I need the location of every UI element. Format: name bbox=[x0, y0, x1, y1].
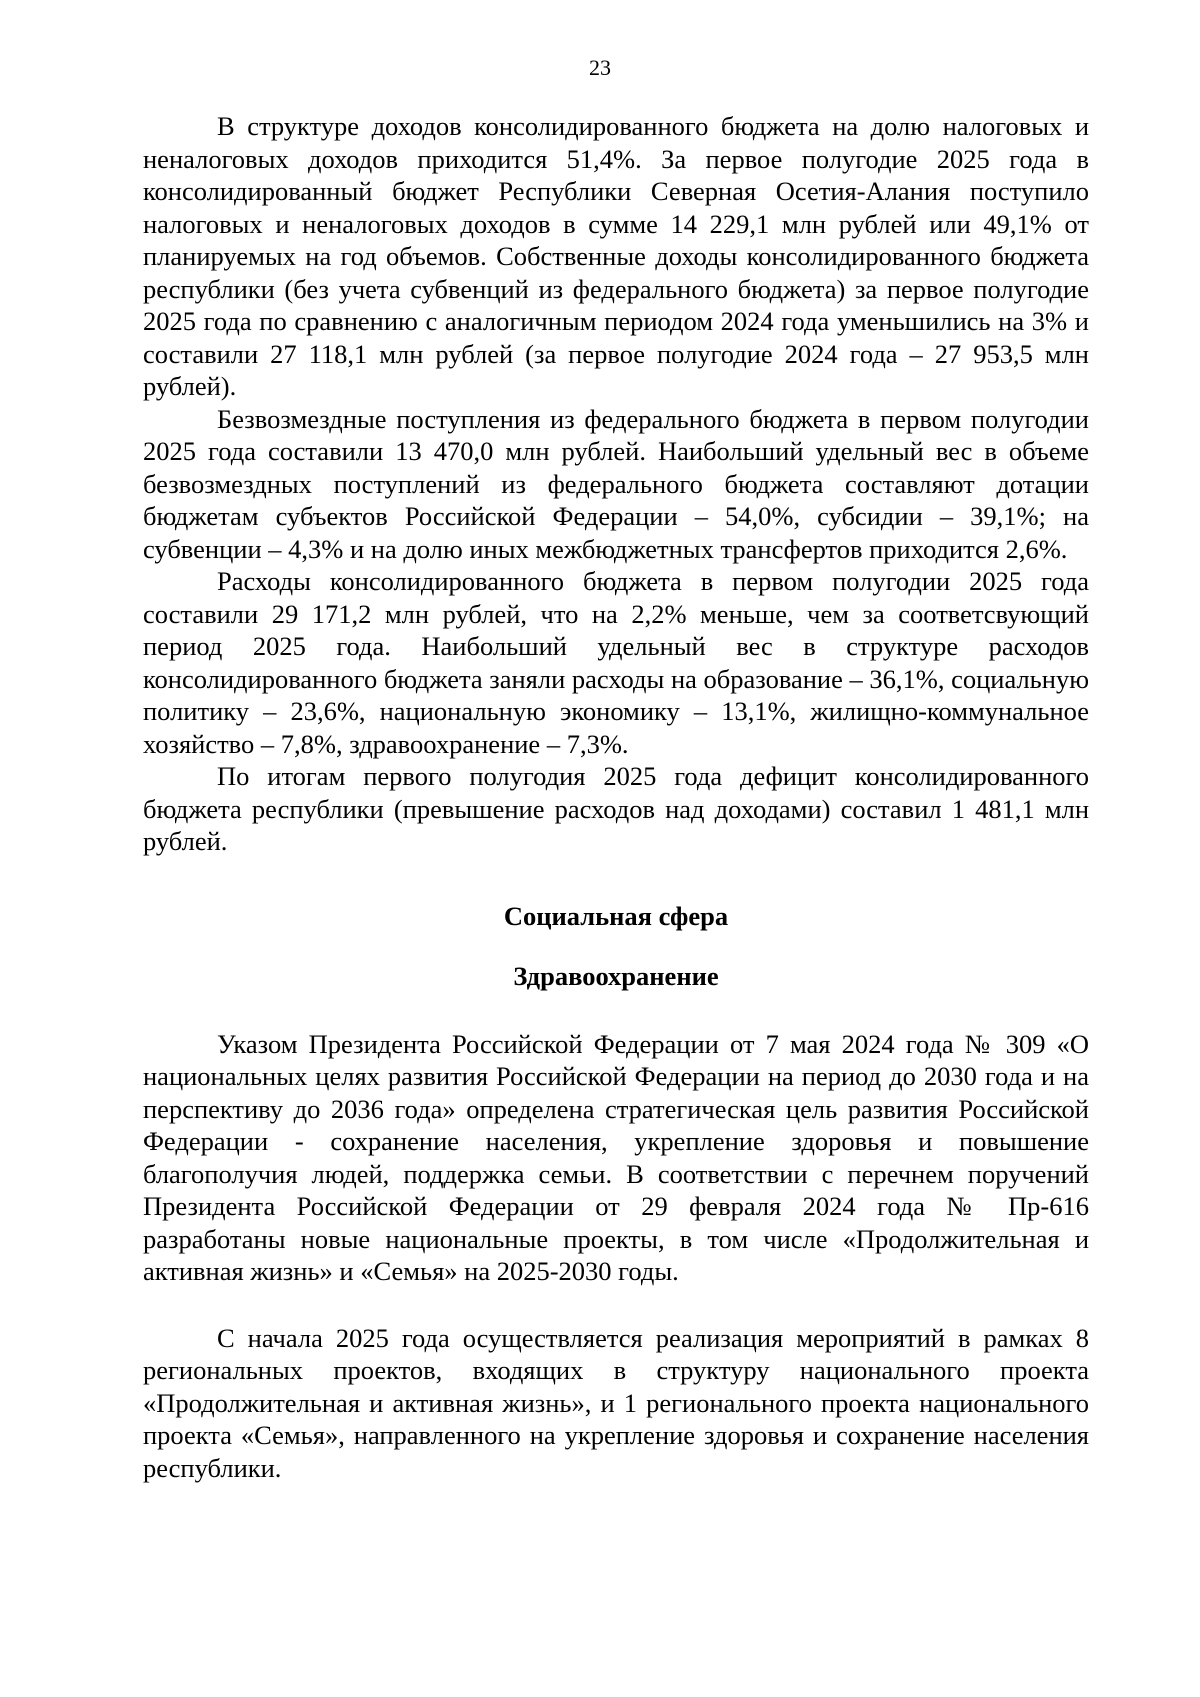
section-title: Социальная сфера bbox=[503, 900, 729, 931]
budget-revenue-paragraph: В структуре доходов консолидированного бюджета на долю налоговых и неналоговых доходов приходится 51,4%. За первое полугодие 2025 года в консолидированный бюджет Республики Северная Осетия-Алания поступило налоговых и неналоговых доходов в сумме 14 229,1 млн рублей или 49,1% от планируемых на год объемов. Собственные доходы консолидированного бюджета республики (без учета субвенций из федерального бюджета) за первое полугодие 2025 года по сравнению с аналогичным периодом 2024 года уменьшились на 3% и составили 27 118,1 млн рублей (за первое полугодие 2024 года – 27 953,5 млн рублей). bbox=[143, 111, 1089, 401]
section-subtitle: Здравоохранение bbox=[513, 961, 719, 991]
healthcare-decree-paragraph: Указом Президента Российской Федерации от 7 мая 2024 года № 309 «О национальных целях развития Российской Федерации на период до 2030 года и на перспективу до 2036 года» определена стратегическая цель развития Российской Федерации - сохранение населения, укрепление здоровья и повышение благополучия людей, поддержка семьи. В соответствии с перечнем поручений Президента Российской Федерации от 29 февраля 2024 года № Пр-616 разработаны новые национальные проекты, в том числе «Продолжительная и активная жизнь» и «Семья» на 2025-2030 годы. bbox=[143, 1028, 1089, 1286]
healthcare-projects-paragraph: С начала 2025 года осуществляется реализация мероприятий в рамках 8 региональных проектов, входящих в структуру национального проекта «Продолжительная и активная жизнь», и 1 регионального проекта национального проекта «Семья», направленного на укрепление здоровья и сохранение населения республики. bbox=[143, 1322, 1089, 1483]
budget-deficit-paragraph: По итогам первого полугодия 2025 года дефицит консолидированного бюджета республики (превышение расходов над доходами) составил 1 481,1 млн рублей. bbox=[143, 761, 1089, 856]
budget-expenses-paragraph: Расходы консолидированного бюджета в первом полугодии 2025 года составили 29 171,2 млн рублей, что на 2,2% меньше, чем за соответсвующий период 2025 года. Наибольший удельный вес в структуре расходов консолидированного бюджета заняли расходы на образование – 36,1%, социальную политику – 23,6%, национальную экономику – 13,1%, жилищно-коммунальное хозяйство – 7,8%, здравоохранение – 7,3%. bbox=[143, 566, 1089, 759]
document-body bbox=[143, 110, 1089, 1484]
budget-transfers-paragraph: Безвозмездные поступления из федерального бюджета в первом полугодии 2025 года составили 13 470,0 млн рублей. Наибольший удельный вес в объеме безвозмездных поступлений из федерального бюджета составляют дотации бюджетам субъектов Российской Федерации – 54,0%, субсидии – 39,1%; на субвенции – 4,3% и на долю иных межбюджетных трансфертов приходится 2,6%. bbox=[143, 403, 1089, 564]
page-number: 23 bbox=[589, 55, 611, 80]
